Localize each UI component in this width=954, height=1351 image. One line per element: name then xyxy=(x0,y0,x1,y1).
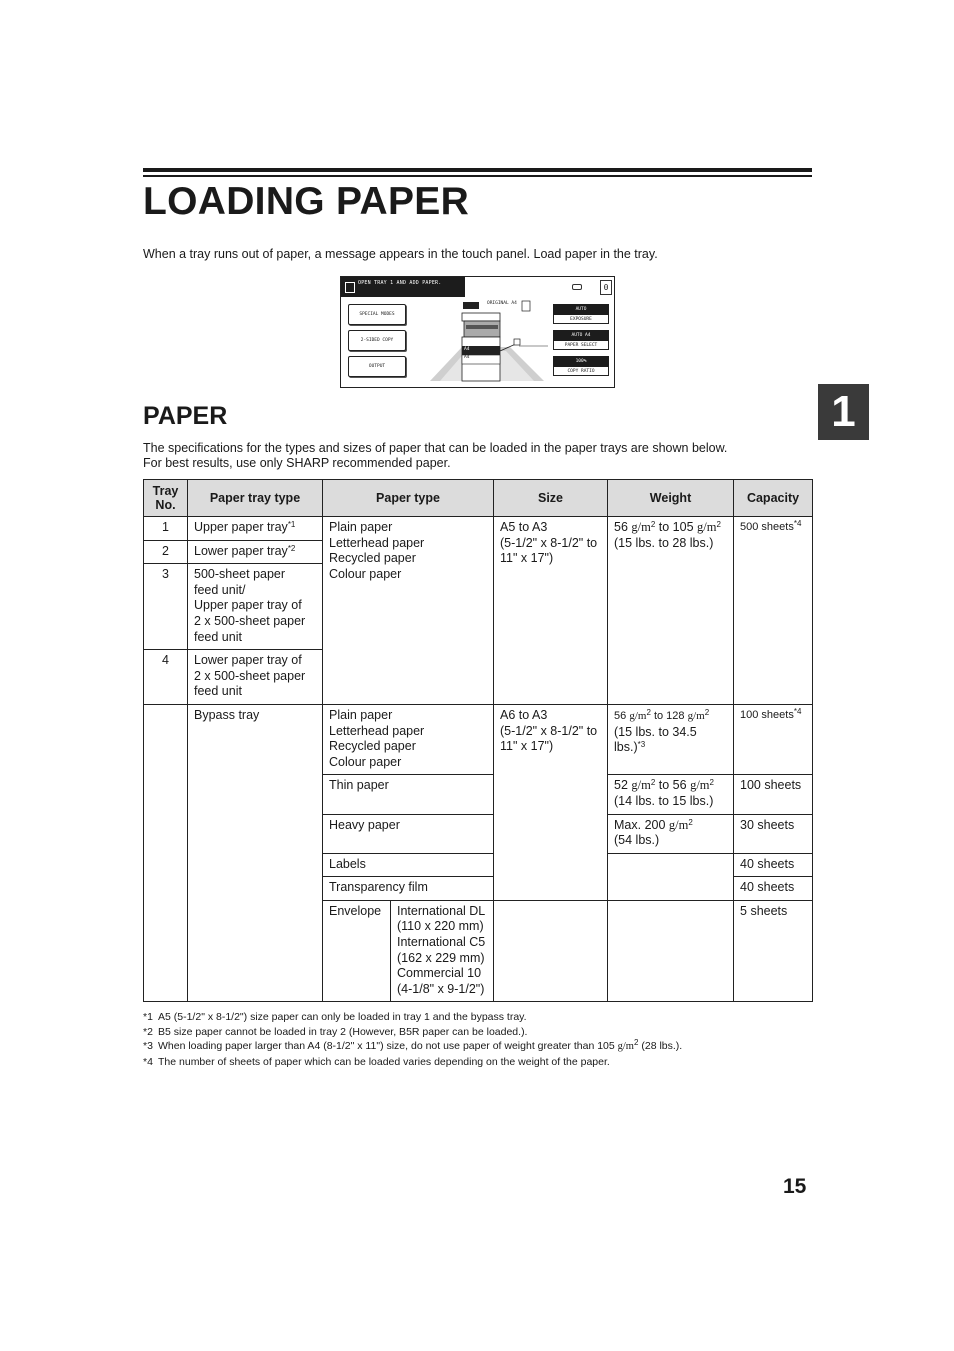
header-paper-type: Paper type xyxy=(323,480,494,517)
chapter-tab: 1 xyxy=(818,384,869,440)
tray-no-cell: 1 xyxy=(144,517,188,541)
capacity-cell: 30 sheets xyxy=(734,814,813,853)
footnotes xyxy=(143,1010,682,1069)
panel-message: OPEN TRAY 1 AND ADD PAPER. xyxy=(358,280,442,286)
weight-cell xyxy=(608,900,734,1002)
tray-type-cell: Bypass tray xyxy=(188,704,323,1002)
output-button[interactable]: OUTPUT xyxy=(348,356,406,377)
table-row xyxy=(144,704,813,774)
header-rule-thin xyxy=(143,175,812,177)
weight-cell: 56 $g/m^2$ to 105 $g/m^2$ (15 lbs. to 28 lbs.) xyxy=(608,517,734,705)
paper-spec-table xyxy=(143,479,813,1002)
capacity-cell: 5 sheets xyxy=(734,900,813,1002)
paper-type-cell: Heavy paper xyxy=(323,814,494,853)
capacity-cell: 100 sheets$^{*4}$ xyxy=(734,704,813,774)
page-number: 15 xyxy=(783,1175,807,1198)
intro-text: When a tray runs out of paper, a message appears in the touch panel. Load paper in the tray. xyxy=(143,247,658,261)
section-text-line1: The specifications for the types and sizes of paper that can be loaded in the paper trays are shown below. xyxy=(143,441,728,455)
section-title: PAPER xyxy=(143,402,228,430)
tray-no-cell: 4 xyxy=(144,650,188,705)
tray-no-cell: 2 xyxy=(144,540,188,564)
paper-type-cell: Plain paper Letterhead paper Recycled paper Colour paper xyxy=(323,704,494,774)
header-rule-thick xyxy=(143,168,812,172)
paper-type-cell: Transparency film xyxy=(323,877,494,901)
footnote: *1 A5 (5-1/2" x 8-1/2") size paper can only be loaded in tray 1 and the bypass tray. xyxy=(143,1011,527,1023)
tray-type-cell: Lower paper tray$^{*2}$ xyxy=(188,540,323,564)
footnote: *3 When loading paper larger than A4 (8-1/2" x 11") size, do not use paper of weight greater than 105 $g/m^2$ (28 lbs.). xyxy=(143,1038,683,1052)
size-cell: A6 to A3 (5-1/2" x 8-1/2" to 11" x 17") xyxy=(494,704,608,900)
tray-type-cell: 500-sheet paper feed unit/ Upper paper tray of 2 x 500-sheet paper feed unit xyxy=(188,564,323,650)
table-row xyxy=(144,517,813,541)
original-size: A4 xyxy=(511,301,517,306)
weight-cell: Max. 200 $g/m^2$ (54 lbs.) xyxy=(608,814,734,853)
paper-type-cell: Envelope xyxy=(323,900,391,1002)
exposure-button[interactable] xyxy=(553,304,609,324)
original-label: ORIGINAL A4 xyxy=(487,301,517,306)
tray-type-cell: Upper paper tray$^{*1}$ xyxy=(188,517,323,541)
header-size: Size xyxy=(494,480,608,517)
section-text-line2: For best results, use only SHARP recommended paper. xyxy=(143,456,451,470)
header-paper-tray-type: Paper tray type xyxy=(188,480,323,517)
copier-machine-icon xyxy=(426,299,548,383)
two-sided-copy-button[interactable]: 2-SIDED COPY xyxy=(348,330,406,351)
copy-count: 0 xyxy=(600,280,612,295)
cassette-icon xyxy=(572,284,582,290)
capacity-cell: 40 sheets xyxy=(734,853,813,877)
paper-select-value: AUTO A4 xyxy=(553,330,609,341)
copy-ratio-value: 100% xyxy=(553,356,609,367)
touch-panel-illustration xyxy=(340,276,615,388)
copy-ratio-button[interactable] xyxy=(553,356,609,376)
copy-icon xyxy=(345,282,355,293)
tray-no-cell xyxy=(144,704,188,1002)
special-modes-button[interactable]: SPECIAL MODES xyxy=(348,304,406,325)
footnote: *2 B5 size paper cannot be loaded in tray 2 (However, B5R paper can be loaded.). xyxy=(143,1025,528,1038)
page-title: LOADING PAPER xyxy=(143,180,470,223)
weight-cell xyxy=(608,853,734,900)
paper-select-button[interactable] xyxy=(553,330,609,350)
paper-type-cell: Plain paper Letterhead paper Recycled paper Colour paper xyxy=(323,517,494,705)
capacity-cell: 100 sheets xyxy=(734,775,813,814)
tray-no-cell: 3 xyxy=(144,564,188,650)
envelope-size-cell: International DL (110 x 220 mm) International C5 (162 x 229 mm) Commercial 10 (4-1/8" x 9-1/2") xyxy=(391,900,494,1002)
panel-message-bar xyxy=(341,277,614,297)
exposure-value: AUTO xyxy=(553,304,609,315)
paper-select-label: PAPER SELECT xyxy=(553,341,609,350)
footnote: *4 The number of sheets of paper which can be loaded varies depending on the weight of the paper. xyxy=(143,1055,610,1068)
weight-cell: 52 $g/m^2$ to 56 $g/m^2$ (14 lbs. to 15 lbs.) xyxy=(608,775,734,814)
header-capacity: Capacity xyxy=(734,480,813,517)
table-header-row xyxy=(144,480,813,517)
tray-type-cell: Lower paper tray of 2 x 500-sheet paper feed unit xyxy=(188,650,323,705)
exposure-label: EXPOSURE xyxy=(553,315,609,324)
paper-type-cell: Labels xyxy=(323,853,494,877)
header-weight: Weight xyxy=(608,480,734,517)
size-cell xyxy=(494,900,608,1002)
header-tray-no: Tray No. xyxy=(144,480,188,517)
weight-cell: 56 $g/m^2$ to 128 $g/m^2$ (15 lbs. to 34.5 lbs.)$^{*3}$ xyxy=(608,704,734,774)
tray1-label: A4 xyxy=(464,347,470,352)
capacity-cell: 40 sheets xyxy=(734,877,813,901)
copy-ratio-label: COPY RATIO xyxy=(553,367,609,376)
paper-type-cell: Thin paper xyxy=(323,775,494,814)
size-cell: A5 to A3 (5-1/2" x 8-1/2" to 11" x 17") xyxy=(494,517,608,705)
tray2-label: A4 xyxy=(464,355,470,360)
capacity-cell: 500 sheets$^{*4}$ xyxy=(734,517,813,705)
